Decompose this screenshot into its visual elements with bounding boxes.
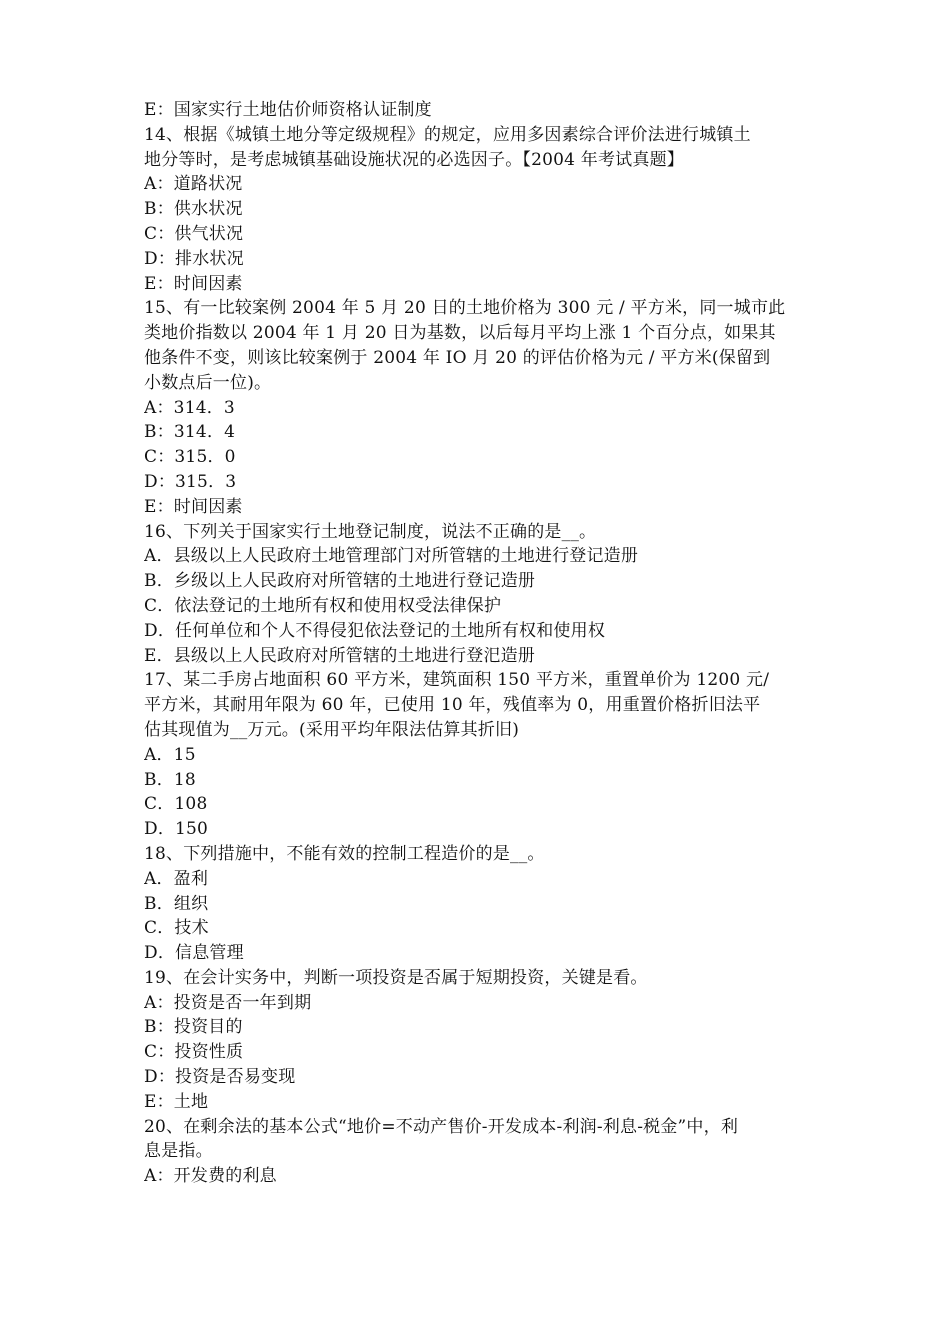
question-17-line: 估其现值为__万元。(采用平均年限法估算其折旧) bbox=[144, 719, 520, 740]
question-20-line: 息是指。 bbox=[144, 1141, 213, 1162]
option-line: C：315．0 bbox=[144, 447, 236, 468]
question-15-line: 他条件不变，则该比较案例于 2004 年 IO 月 20 的评估价格为元 / 平方米(保留到 bbox=[144, 347, 771, 368]
option-line: A．15 bbox=[144, 744, 196, 765]
option-line: A：道路状况 bbox=[144, 174, 243, 195]
option-line: B．18 bbox=[144, 769, 196, 790]
option-line: D．信息管理 bbox=[144, 943, 244, 964]
option-line: D：排水状况 bbox=[144, 248, 244, 269]
option-line: A：开发费的利息 bbox=[144, 1166, 277, 1187]
option-line: E：时间因素 bbox=[144, 273, 243, 294]
option-line: E：土地 bbox=[144, 1091, 209, 1112]
option-line: B：314．4 bbox=[144, 422, 236, 443]
question-17-line: 平方米，其耐用年限为 60 年，已使用 10 年，残值率为 0，用重置价格折旧法平 bbox=[144, 695, 761, 716]
option-line: C：供气状况 bbox=[144, 223, 244, 244]
question-15-line: 小数点后一位)。 bbox=[144, 372, 272, 393]
question-18-line: 18、下列措施中，不能有效的控制工程造价的是__。 bbox=[144, 843, 545, 864]
option-line: B：投资目的 bbox=[144, 1017, 243, 1038]
option-line: C．108 bbox=[144, 794, 208, 815]
question-19-line: 19、在会计实务中，判断一项投资是否属于短期投资，关键是看。 bbox=[144, 967, 648, 988]
document-body bbox=[144, 98, 824, 1189]
question-16-line: 16、下列关于国家实行土地登记制度，说法不正确的是__。 bbox=[144, 521, 597, 542]
option-line: C．技术 bbox=[144, 918, 209, 939]
question-14-line: 14、根据《城镇土地分等定级规程》的规定，应用多因素综合评价法进行城镇土 bbox=[144, 124, 751, 145]
option-line: B．组织 bbox=[144, 893, 209, 914]
option-line: E．县级以上人民政府对所管辖的土地进行登汜造册 bbox=[144, 645, 536, 666]
option-line: D：315．3 bbox=[144, 471, 237, 492]
option-line: B：供水状况 bbox=[144, 199, 243, 220]
option-line: C：投资性质 bbox=[144, 1042, 244, 1063]
question-15-line: 15、有一比较案例 2004 年 5 月 20 日的土地价格为 300 元 / 平方米，同一城市此 bbox=[144, 298, 786, 319]
question-17-line: 17、某二手房占地面积 60 平方米，建筑面积 150 平方米，重置单价为 1200 元/ bbox=[144, 670, 770, 691]
option-line: B．乡级以上人民政府对所管辖的土地进行登记造册 bbox=[144, 571, 536, 592]
option-line: A：314．3 bbox=[144, 397, 235, 418]
option-line: D：投资是否易变现 bbox=[144, 1067, 296, 1088]
question-14-line: 地分等时，是考虑城镇基础设施状况的必选因子。【2004 年考试真题】 bbox=[144, 149, 684, 170]
option-line: E：时间因素 bbox=[144, 496, 243, 517]
option-line: E：国家实行土地估价师资格认证制度 bbox=[144, 100, 432, 120]
option-line: C．依法登记的土地所有权和使用权受法律保护 bbox=[144, 595, 502, 616]
option-line: D．150 bbox=[144, 819, 209, 840]
option-line: A．县级以上人民政府土地管理部门对所管辖的土地进行登记造册 bbox=[144, 546, 639, 567]
question-20-line: 20、在剩余法的基本公式“地价=不动产售价-开发成本-利润-利息-税金”中，利 bbox=[144, 1116, 739, 1137]
question-15-line: 类地价指数以 2004 年 1 月 20 日为基数，以后每月平均上涨 1 个百分点，如果其 bbox=[144, 323, 776, 344]
option-line: A．盈利 bbox=[144, 868, 209, 889]
option-line: A：投资是否一年到期 bbox=[144, 992, 312, 1013]
option-line: D．任何单位和个人不得侵犯依法登记的土地所有权和使用权 bbox=[144, 620, 606, 641]
